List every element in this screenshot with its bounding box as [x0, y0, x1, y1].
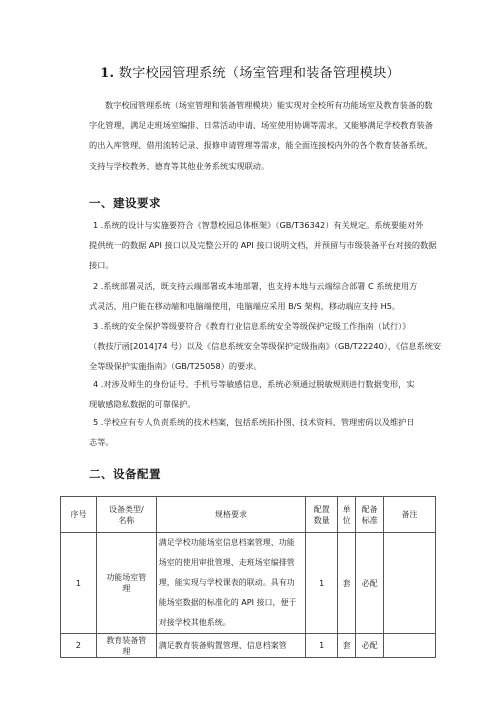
cell-no: 2: [61, 634, 97, 658]
intro-line: 字化管理，满足走班场室编排、日常活动申请、场室使用协调等需求，又能够满足学校教育装备: [89, 120, 433, 131]
requirement-line: 全等级保护实施指南》（GB/T25058）的要求。: [89, 361, 262, 372]
header-unit: [338, 497, 356, 533]
intro-line: 支持与学校教务、德育等其他业务系统实现联动。: [89, 160, 270, 171]
table-row: [61, 533, 436, 634]
intro-line: 的出入库管理、借用流转记录、报修申请管理等需求，能全面连接校内外的各个教育装备系统，: [89, 140, 433, 151]
header-type-line: 名称: [118, 515, 135, 525]
cell-qty: 1: [306, 533, 338, 634]
header-standard-line: 配备: [361, 504, 378, 514]
cell-spec: [156, 634, 306, 658]
requirement-line: 4 .对涉及师生的身份证号、手机号等敏感信息，系统必须通过脱敏规则进行数据变形，实: [93, 379, 415, 389]
requirement-item-3: [89, 316, 442, 377]
cell-spec-line: 对接学校其他系统。: [158, 618, 231, 627]
header-qty-line: 配置: [313, 504, 330, 514]
cell-standard: 必配: [356, 533, 384, 634]
cell-name: [96, 634, 156, 658]
requirement-item-1: [89, 215, 437, 276]
header-type: [96, 497, 156, 533]
table-header-row: [61, 497, 436, 533]
cell-unit: 套: [338, 634, 356, 658]
header-no: 序号: [61, 497, 97, 533]
header-standard-line: 标准: [361, 515, 378, 525]
cell-spec-line: 能场室数据的标准化的 API 接口，便于: [158, 598, 297, 607]
requirement-line: 现敏感隐私数据的可靠保护。: [89, 399, 196, 410]
cell-spec: [156, 533, 306, 634]
requirement-line: 5 .学校应有专人负责系统的技术档案，包括系统拓扑图、技术资料、管理密码以及维护日: [93, 417, 415, 427]
document-title: [0, 62, 500, 81]
cell-no: 1: [61, 533, 97, 634]
cell-name-line: 理: [122, 646, 131, 656]
header-spec: 规格要求: [156, 497, 306, 533]
requirement-line: 接口。: [89, 260, 114, 271]
header-note: 备注: [384, 497, 436, 533]
cell-name: [96, 533, 156, 634]
header-unit-line: 位: [342, 515, 351, 525]
intro-paragraph: [89, 95, 434, 176]
header-qty-line: 数量: [313, 515, 330, 525]
requirement-line: 1 .系统的设计与实施要符合《智慧校园总体框架》（GB/T36342）有关规定。系统要能对外: [93, 220, 424, 230]
header-standard: [356, 497, 384, 533]
cell-note: [384, 634, 436, 658]
cell-note: [384, 533, 436, 634]
header-qty: [306, 497, 338, 533]
intro-line: 数字校园管理系统（场室管理和装备管理模块）能实现对全校所有功能场室及教育装备的数: [105, 100, 433, 110]
requirement-line: （教技厅函[2014]74 号）以及《信息系统安全等级保护定级指南》（GB/T22240），《信息系统安: [89, 341, 442, 352]
requirement-line: 提供统一的数据 API 接口以及完整公开的 API 接口说明文档，并预留与市级装备平台对接的数据: [89, 240, 437, 251]
requirement-line: 式灵活，用户能在移动端和电脑端使用，电脑端应采用 B/S 架构，移动端应支持 H5。: [89, 301, 401, 312]
cell-qty: 1: [306, 634, 338, 658]
header-type-line: 设备类型/: [108, 504, 144, 514]
cell-spec-line: 理，能实现与学校课表的联动。具有功: [158, 578, 295, 587]
title-number: 1.: [100, 66, 115, 81]
cell-spec-line: 满足教育装备购置管理、信息档案管: [158, 640, 287, 650]
cell-unit: 套: [338, 533, 356, 634]
section-heading-equipment: 二、设备配置: [89, 467, 161, 481]
requirement-line: 2 .系统部署灵活，既支持云端部署或本地部署，也支持本地与云端综合部署 C 系统使用方: [93, 281, 418, 291]
cell-name-line: 理: [122, 584, 131, 593]
requirement-item-4: [89, 374, 434, 414]
cell-spec-line: 场室的使用审批管理、走班场室编排管: [158, 558, 295, 567]
requirement-item-2: [89, 276, 434, 316]
table-row: [61, 634, 436, 658]
cell-standard: 必配: [356, 634, 384, 658]
equipment-table: [60, 496, 436, 658]
cell-name-line: 功能场室管: [106, 573, 147, 582]
section-heading-requirements: 一、建设要求: [89, 196, 161, 210]
header-unit-line: 单: [342, 504, 351, 514]
requirement-item-5: [89, 412, 434, 452]
requirement-line: 志等。: [89, 437, 114, 448]
requirement-line: 3 .系统的安全保护等级要符合《教育行业信息系统安全等级保护定级工作指南（试行）》: [93, 321, 411, 331]
title-text: 数字校园管理系统（场室管理和装备管理模块）: [114, 66, 400, 81]
cell-name-line: 教育装备管: [106, 635, 147, 645]
cell-spec-line: 满足学校功能场室信息档案管理、功能: [158, 538, 295, 547]
